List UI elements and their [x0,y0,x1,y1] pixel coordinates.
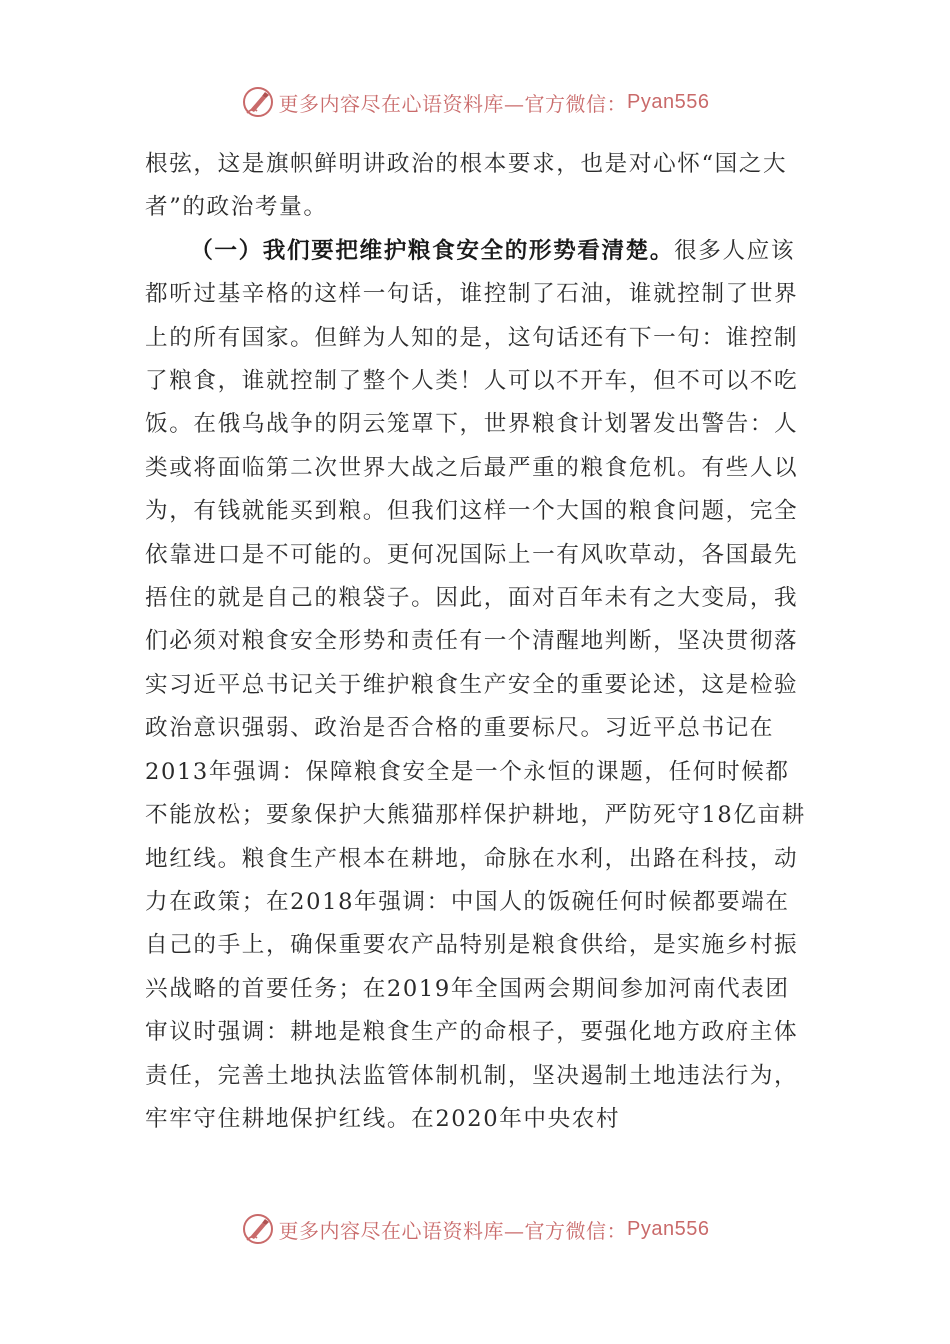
banner-text: 更多内容尽在心语资料库—官方微信： [278,1218,628,1243]
pen-nib-icon [241,1212,275,1246]
header-watermark-banner [0,84,950,120]
pen-nib-icon [241,85,275,119]
banner-wechat-id: Pyan556 [627,90,710,113]
paragraph-body: 很多人应该都听过基辛格的这样一句话，谁控制了石油，谁就控制了世界上的所有国家。但鲜为人知的是，这句话还有下一句：谁控制了粮食，谁就控制了整个人类！人可以不开车，但不可以不吃饭。在俄乌战争的阴云笼罩下，世界粮食计划署发出警告：人类或将面临第二次世界大战之后最严重的粮食危机。有些人以为，有钱就能买到粮。但我们这样一个大国的粮食问题，完全依靠进口是不可能的。更何况国际上一有风吹草动，各国最先捂住的就是自己的粮袋子。因此，面对百年未有之大变局，我们必须对粮食安全形势和责任有一个清醒地判断，坚决贯彻落实习近平总书记关于维护粮食生产安全的重要论述，这是检验政治意识强弱、政治是否合格的重要标尺。习近平总书记在2013年强调：保障粮食安全是一个永恒的课题，任何时候都不能放松；要象保护大熊猫那样保护耕地，严防死守18亿亩耕地红线。粮食生产根本在耕地，命脉在水利，出路在科技，动力在政策；在2018年强调：中国人的饭碗任何时候都要端在自己的手上，确保重要农产品特别是粮食供给，是实施乡村振兴战略的首要任务；在2019年全国两会期间参加河南代表团审议时强调：耕地是粮食生产的命根子，要强化地方政府主体责任，完善土地执法监管体制机制，坚决遏制土地违法行为，牢牢守住耕地保护红线。在2020年中央农村 [145,237,806,1132]
section-heading: （一）我们要把维护粮食安全的形势看清楚。 [190,237,675,264]
footer-watermark-banner [0,1211,950,1247]
document-body [145,143,810,1141]
banner-text: 更多内容尽在心语资料库—官方微信： [278,91,628,116]
paragraph-continuation: 根弦，这是旗帜鲜明讲政治的根本要求，也是对心怀“国之大者”的政治考量。 [145,151,788,221]
banner-wechat-id: Pyan556 [627,1217,710,1240]
paragraph-food-security [145,230,810,1142]
